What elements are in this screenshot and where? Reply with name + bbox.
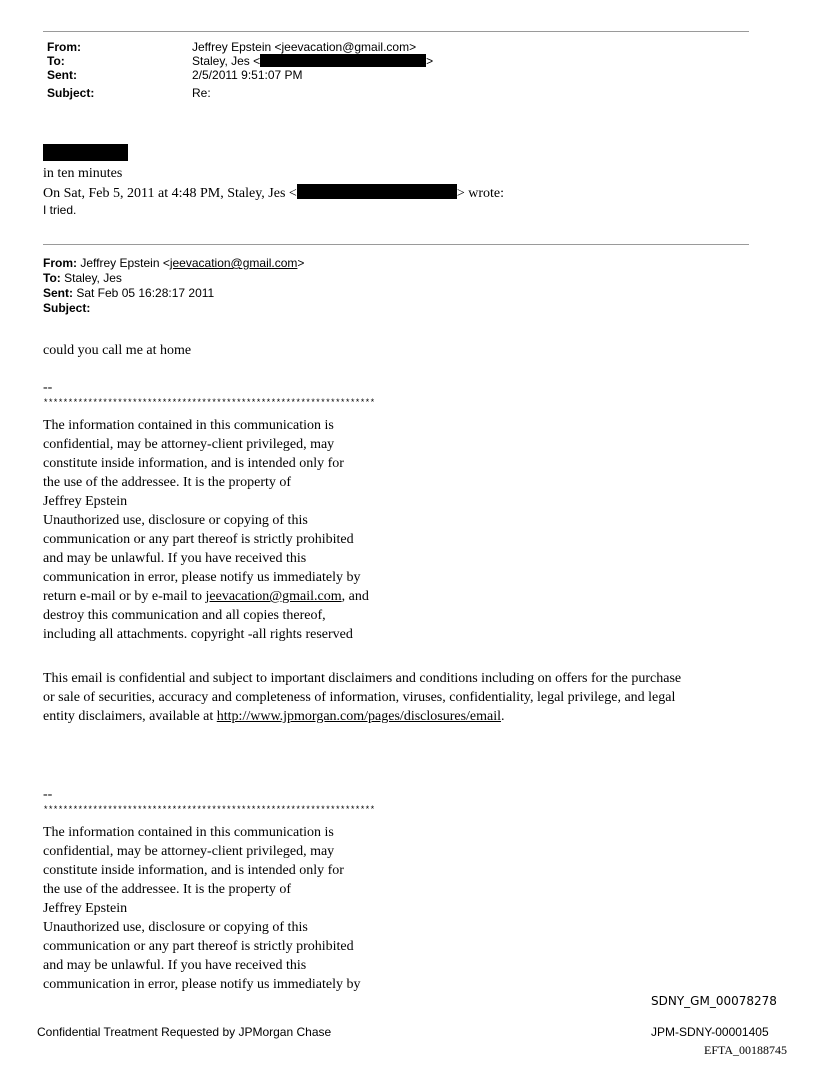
- quote-attribution: [43, 184, 504, 203]
- quoted-body: could you call me at home: [43, 343, 192, 358]
- redaction-box: [43, 144, 128, 161]
- disclaimer-line: and may be unlawful. If you have received this: [43, 551, 307, 566]
- jpm-notice: [43, 669, 681, 726]
- subject-value: Re:: [192, 86, 211, 100]
- disclaimer-stars: *******************************************************************: [43, 805, 375, 815]
- bates-jpm: JPM-SDNY-00001405: [651, 1025, 769, 1039]
- jpm-notice-line: This email is confidential and subject to important disclaimers and conditions including on offers for the purchase: [43, 671, 682, 686]
- footer-confidential-notice: Confidential Treatment Requested by JPMorgan Chase: [37, 1025, 332, 1039]
- disclaimer-line: constitute inside information, and is intended only for: [43, 863, 344, 878]
- redaction-box: [260, 54, 426, 67]
- disclaimer-stars: *******************************************************************: [43, 398, 375, 408]
- quote-attribution-prefix: On Sat, Feb 5, 2011 at 4:48 PM, Staley, Jes <: [43, 186, 297, 201]
- disclaimer-line: and may be unlawful. If you have received this: [43, 958, 307, 973]
- quoted-to-value: Staley, Jes: [60, 271, 122, 285]
- quoted-from-name: Jeffrey Epstein <: [77, 256, 170, 270]
- jpm-notice-line-3: [43, 707, 681, 726]
- quoted-to-line: [43, 271, 122, 286]
- disclaimer-line: communication in error, please notify us immediately by: [43, 977, 361, 992]
- reply-line: in ten minutes: [43, 166, 123, 181]
- quoted-sent-line: [43, 286, 214, 301]
- disclaimer-line: The information contained in this communication is: [43, 418, 334, 433]
- disclaimer-block: [43, 823, 360, 994]
- disclaimer-block: [43, 416, 369, 644]
- disclaimer-return-prefix: return e-mail or by e-mail to: [43, 589, 206, 604]
- disclaimer-line: confidential, may be attorney-client privileged, may: [43, 437, 335, 452]
- bates-efta: EFTA_00188745: [704, 1043, 788, 1057]
- jpm-disclosures-link[interactable]: http://www.jpmorgan.com/pages/disclosures/email: [216, 709, 502, 724]
- quoted-from-line: [43, 256, 304, 271]
- disclaimer-line: confidential, may be attorney-client privileged, may: [43, 844, 335, 859]
- disclaimer-line: communication or any part thereof is strictly prohibited: [43, 532, 354, 547]
- disclaimer-line: Jeffrey Epstein: [43, 494, 128, 509]
- from-label: From:: [47, 40, 81, 54]
- top-divider: [43, 31, 749, 32]
- from-value: Jeffrey Epstein <jeevacation@gmail.com>: [192, 40, 417, 54]
- disclaimer-line: communication or any part thereof is strictly prohibited: [43, 939, 354, 954]
- quoted-from-email-link[interactable]: jeevacation@gmail.com: [169, 256, 298, 270]
- quote-attribution-suffix: > wrote:: [456, 186, 504, 201]
- disclaimer-line: Jeffrey Epstein: [43, 901, 128, 916]
- disclaimer-line: Unauthorized use, disclosure or copying of this: [43, 920, 308, 935]
- sent-value: 2/5/2011 9:51:07 PM: [192, 68, 303, 82]
- disclaimer-email-link[interactable]: jeevacation@gmail.com: [205, 589, 342, 604]
- to-label: To:: [47, 54, 65, 68]
- quoted-sent-label: Sent:: [43, 286, 73, 300]
- disclaimer-line: communication in error, please notify us immediately by: [43, 570, 361, 585]
- to-value-suffix: >: [426, 54, 434, 68]
- quoted-subject-label: Subject:: [43, 301, 91, 315]
- disclaimer-line: including all attachments. copyright -all rights reserved: [43, 627, 353, 642]
- quoted-to-label: To:: [43, 271, 61, 285]
- disclaimer-line: the use of the addressee. It is the property of: [43, 475, 292, 490]
- disclaimer-dashes: --: [43, 380, 53, 395]
- bates-sdny: SDNY_GM_00078278: [651, 994, 777, 1008]
- disclaimer-return-line: [43, 587, 369, 606]
- disclaimer-dashes: --: [43, 787, 53, 802]
- jpm-notice-prefix: entity disclaimers, available at: [43, 709, 217, 724]
- quote-divider: [43, 244, 749, 245]
- quoted-sent-value: Sat Feb 05 16:28:17 2011: [73, 286, 215, 300]
- subject-label: Subject:: [47, 86, 95, 100]
- disclaimer-line: destroy this communication and all copies thereof,: [43, 608, 326, 623]
- quoted-from-close: >: [297, 256, 305, 270]
- reply-quoted-text: I tried.: [43, 203, 77, 217]
- jpm-notice-suffix: .: [501, 709, 505, 724]
- to-value-prefix: Staley, Jes <: [192, 54, 261, 68]
- disclaimer-line: constitute inside information, and is intended only for: [43, 456, 344, 471]
- disclaimer-return-suffix: , and: [341, 589, 369, 604]
- disclaimer-line: Unauthorized use, disclosure or copying of this: [43, 513, 308, 528]
- to-value: [192, 54, 433, 68]
- quoted-from-label: From:: [43, 256, 77, 270]
- disclaimer-line: the use of the addressee. It is the property of: [43, 882, 292, 897]
- redaction-box: [297, 184, 457, 199]
- jpm-notice-line: or sale of securities, accuracy and completeness of information, viruses, confidentiality, legal privilege, and legal: [43, 690, 676, 705]
- quoted-subject-line: [43, 301, 90, 316]
- disclaimer-line: The information contained in this communication is: [43, 825, 334, 840]
- sent-label: Sent:: [47, 68, 77, 82]
